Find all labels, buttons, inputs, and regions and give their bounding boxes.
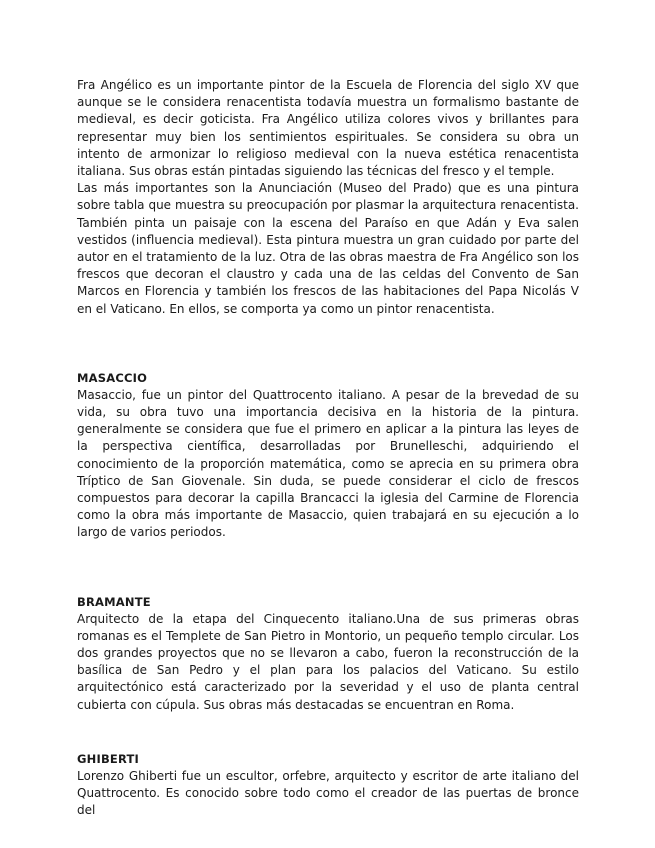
fra-angelico-paragraph-2: Las más importantes son la Anunciación (Museo del Prado) que es una pintura sobre tabla que muestra su preocupación por plasmar la arquitectura renacentista. También pinta un paisaje con la escena del Paraíso en que Adán y Eva salen vestidos (influencia medieval). Esta pintura muestra un gran cuidado por parte del autor en el tratamiento de la luz. Otra de las obras maestra de Fra Angélico son los frescos que decoran el claustro y cada una de las celdas del Convento de San Marcos en Florencia y también los frescos de las habitaciones del Papa Nicolás V en el Vaticano. En ellos, se comporta ya como un pintor renacentista. — [77, 181, 579, 316]
fra-angelico-paragraph-1: Fra Angélico es un importante pintor de la Escuela de Florencia del siglo XV que aunque se le considera renacentista todavía muestra un formalismo bastante de medieval, es decir goticista. Fra Angélico utiliza colores vivos y brillantes para representar muy bien los sentimientos espirituales. Se considera su obra un intento de armonizar lo religioso medieval con la nueva estética renacentista italiana. Sus obras están pintadas siguiendo las técnicas del fresco y el temple. — [77, 78, 579, 179]
section-spacer — [77, 542, 579, 594]
masaccio-paragraph: Masaccio, fue un pintor del Quattrocento italiano. A pesar de la brevedad de su vida, su obra tuvo una importancia decisiva en la historia de la pintura. generalmente se considera que fue el primero en aplicar a la pintura las leyes de la perspectiva científica, desarrolladas por Brunelleschi, adquiriendo el conocimiento de la proporción matemática, como se aprecia en su primera obra Tríptico de San Giovenale. Sin duda, se puede considerar el ciclo de frescos compuestos para decorar la capilla Brancacci la iglesia del Carmine de Florencia como la obra más importante de Masaccio, quien trabajará en su ejecución a lo largo de varios periodos. — [77, 387, 579, 540]
bramante-heading: BRAMANTE — [77, 594, 151, 609]
ghiberti-heading: GHIBERTI — [77, 751, 140, 766]
section-spacer — [77, 714, 579, 751]
ghiberti-paragraph: Lorenzo Ghiberti fue un escultor, orfebre, arquitecto y escritor de arte italiano del Quattrocento. Es conocido sobre todo como el creador de las puertas de bronce del — [77, 768, 579, 818]
document-page — [77, 77, 579, 820]
bramante-paragraph: Arquitecto de la etapa del Cinquecento italiano.Una de sus primeras obras romanas es el Templete de San Pietro in Montorio, un pequeño templo circular. Los dos grandes proyectos que no se llevaron a cabo, fueron la reconstrucción de la basílica de San Pedro y el plan para los palacios del Vaticano. Su estilo arquitectónico está caracterizado por la severidad y el uso de planta central cubierta con cúpula. Sus obras más destacadas se encuentran en Roma. — [77, 611, 579, 712]
section-spacer — [77, 318, 579, 370]
masaccio-heading: MASACCIO — [77, 370, 148, 385]
